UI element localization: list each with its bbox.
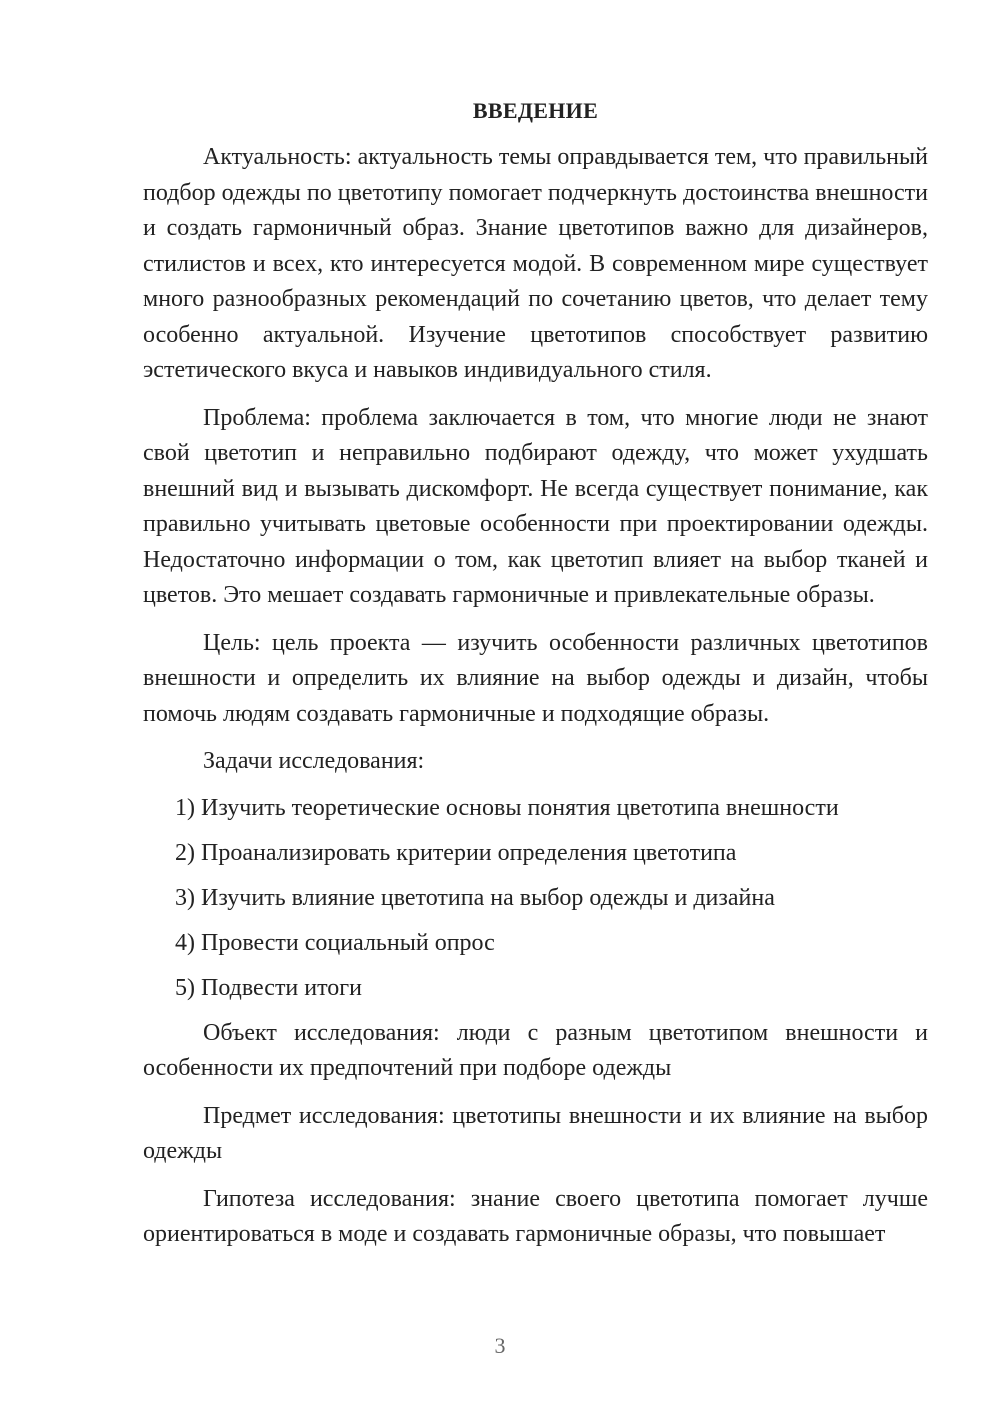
task-item: 2) Проанализировать критерии определения цветотипа	[175, 839, 737, 866]
relevance-paragraph: Актуальность: актуальность темы оправдывается тем, что правильный подбор одежды по цветотипу помогает подчеркнуть достоинства внешности и создать гармоничный образ. Знание цветотипов важно для дизайнеров, стилистов и всех, кто интересуется модой. В современном мире существует много разнообразных рекомендаций по сочетанию цветов, что делает тему особенно актуальной. Изучение цветотипов способствует развитию эстетического вкуса и навыков индивидуального стиля.	[143, 144, 928, 383]
task-item: 4) Провести социальный опрос	[175, 929, 495, 956]
tasks-heading: Задачи исследования:	[203, 748, 425, 774]
tasks-list	[143, 791, 928, 1007]
page-number: 3	[494, 1333, 506, 1358]
problem-paragraph: Проблема: проблема заключается в том, что многие люди не знают свой цветотип и неправильно подбирают одежду, что может ухудшать внешний вид и вызывать дискомфорт. Не всегда существует понимание, как правильно учитывать цветовые особенности при проектировании одежды. Недостаточно информации о том, как цветотип влияет на выбор тканей и цветов. Это мешает создавать гармоничные и привлекательные образы.	[143, 404, 928, 608]
goal-paragraph: Цель: цель проекта — изучить особенности различных цветотипов внешности и определить их влияние на выбор одежды и дизайн, чтобы помочь людям создавать гармоничные и подходящие образы.	[143, 629, 928, 727]
object-paragraph: Объект исследования: люди с разным цветотипом внешности и особенности их предпочтений при подборе одежды	[143, 1019, 928, 1081]
hypothesis-paragraph: Гипотеза исследования: знание своего цветотипа помогает лучше ориентироваться в моде и создавать гармоничные образы, что повышает	[143, 1185, 928, 1247]
task-item: 1) Изучить теоретические основы понятия цветотипа внешности	[175, 794, 839, 821]
subject-paragraph: Предмет исследования: цветотипы внешности и их влияние на выбор одежды	[143, 1102, 928, 1164]
page-content	[143, 96, 928, 1265]
page-title: ВВЕДЕНИЕ	[472, 98, 599, 123]
task-item: 5) Подвести итоги	[175, 974, 362, 1001]
task-item: 3) Изучить влияние цветотипа на выбор одежды и дизайна	[175, 884, 775, 911]
